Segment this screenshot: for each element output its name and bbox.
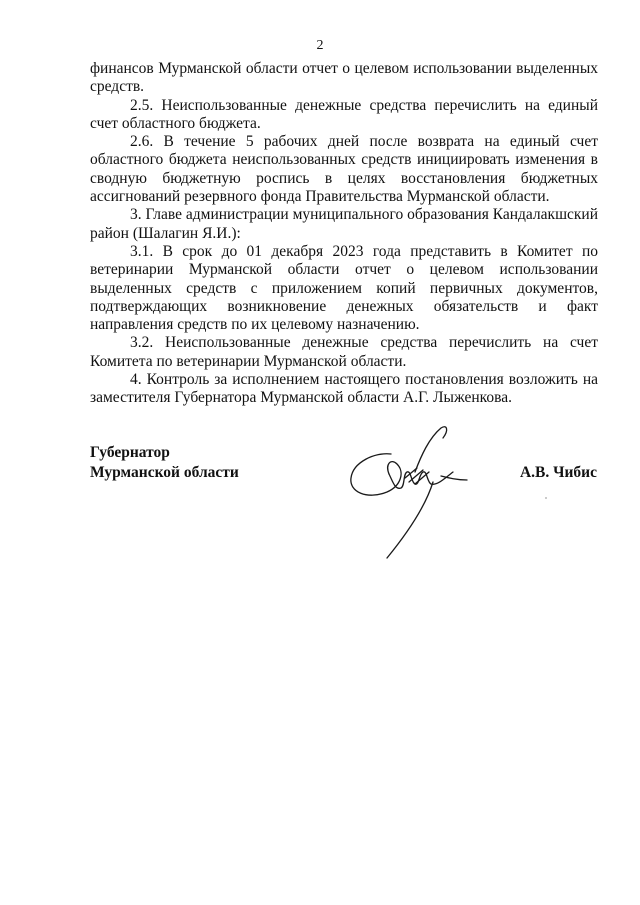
- handwritten-signature: [345, 418, 475, 563]
- signature-stroke-top: [415, 427, 447, 472]
- document-body: [90, 60, 598, 408]
- paragraph-2-5: 2.5. Неиспользованные денежные средства перечислить на единый счет областного бюджета.: [90, 96, 598, 132]
- paragraph-4: 4. Контроль за исполнением настоящего постановления возложить на заместителя Губернатора Мурманской области А.Г. Лыженкова.: [90, 371, 598, 407]
- signature-stroke-main: [389, 472, 453, 489]
- paragraph-3-1: 3.1. В срок до 01 декабря 2023 года представить в Комитет по ветеринарии Мурманской области отчет о целевом использовании выделенных средств с приложением копий первичных документов, подтверждающих возникновение денежных обязательств и факт направления средств по их целевому назначению.: [90, 242, 598, 334]
- page-number: 2: [316, 38, 324, 53]
- signatory-name: А.В. Чибис: [519, 464, 597, 481]
- paragraph-continuation: финансов Мурманской области отчет о целевом использовании выделенных средств.: [90, 60, 598, 96]
- signatory-title: Губернатор: [90, 444, 170, 461]
- scan-speck: [545, 497, 547, 499]
- paragraph-2-6: 2.6. В течение 5 рабочих дней после возврата на единый счет областного бюджета неиспользованных средств инициировать изменения в сводную бюджетную роспись в целях восстановления бюджетных ассигнований резервного фонда Правительства Мурманской области.: [90, 133, 598, 206]
- signature-stroke-loop: [351, 454, 401, 495]
- paragraph-3: 3. Главе администрации муниципального образования Кандалакшский район (Шалагин Я.И.):: [90, 206, 599, 242]
- signatory-region: Мурманской области: [90, 464, 239, 481]
- signature-stroke-tail: [387, 482, 433, 558]
- signatory-position: [90, 443, 239, 483]
- paragraph-3-2: 3.2. Неиспользованные денежные средства перечислить на счет Комитета по ветеринарии Мурманской области.: [90, 334, 598, 370]
- signature-stroke-hatch: [405, 468, 429, 484]
